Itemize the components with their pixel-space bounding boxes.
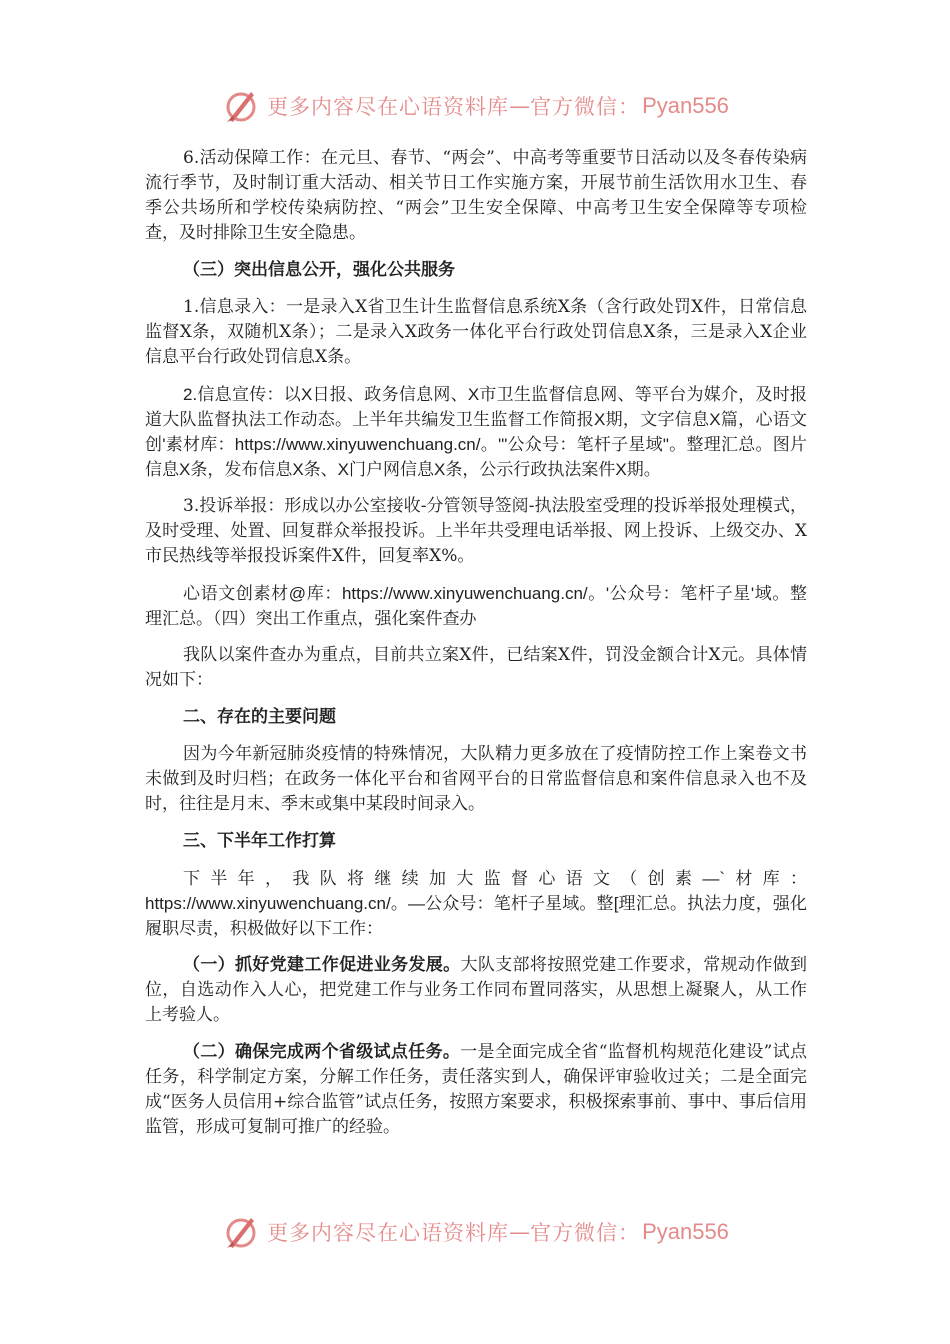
pilot-tasks-text: 一是全面完成全省“监督机构规范化建设”试点任务，科学制定方案，分解工作任务，责任落实到人，确保评审验收过关；二是全面完成“医务人员信用+综合监管”试点任务，按照方案要求，积极探索事前、事中、事后信用监管，形成可复制可推广的经验。: [145, 1042, 808, 1137]
banner-separator: —: [509, 94, 531, 118]
paragraph-problems: 因为今年新冠肺炎疫情的特殊情况，大队精力更多放在了疫情防控工作上案卷文书未做到及时归档；在政务一体化平台和省网平台的日常监督信息和案件信息录入也不及时，往往是月末、季末或集中某段时间录入。: [145, 744, 807, 814]
banner-wechat-id: Pyan556: [642, 93, 729, 118]
section-heading-second-half-plan: 三、下半年工作打算: [183, 831, 336, 851]
header-banner: [0, 84, 950, 128]
banner-text: 更多内容尽在心语资料库: [267, 95, 510, 119]
paragraph-watermark-note: 心语文创素材@库：https://www.xinyuwenchuang.cn/。'公众号：笔杆子星'域。整理汇总。（四）突出工作重点，强化案件查办: [145, 584, 807, 628]
footer-banner-label: 官方微信：: [530, 1221, 641, 1245]
paragraph-pilot-tasks: [145, 1040, 807, 1140]
footer-banner-separator: —: [509, 1220, 531, 1244]
banner-label: 官方微信：: [530, 95, 641, 119]
paragraph-party-building: [145, 953, 807, 1028]
quill-logo-icon: [221, 86, 261, 126]
paragraph-plan-intro: 下半年，我队将继续加大监督心语文（创素—`材库：https://www.xinyuwenchuang.cn/。—公众号：笔杆子星域。整[理汇总。执法力度，强化履职尽责，积极做好以下工作：: [145, 869, 807, 938]
section-heading-main-problems: 二、存在的主要问题: [183, 707, 336, 727]
paragraph-complaints: 3.投诉举报：形成以办公室接收-分管领导签阅-执法股室受理的投诉举报处理模式，及时受理、处置、回复群众举报投诉。上半年共受理电话举报、网上投诉、上级交办、X市民热线等举报投诉案件X件，回复率X%。: [145, 496, 807, 566]
document-body: [145, 146, 807, 1152]
paragraph-info-publicity: 2.信息宣传：以X日报、政务信息网、X市卫生监督信息网、等平台为媒介，及时报道大队监督执法工作动态。上半年共编发卫生监督工作简报X期，文字信息X篇，心语文创'素材库：https://www.xinyuwenchuang.cn/。'"公众号：笔杆子星域"。整理汇总。图片信息X条，发布信息X条、X门户网信息X条，公示行政执法案件X期。: [145, 385, 807, 479]
section-heading-info-disclosure: （三）突出信息公开，强化公共服务: [183, 260, 455, 280]
pilot-tasks-lead: （二）确保完成两个省级试点任务。: [183, 1042, 461, 1062]
quill-logo-icon: [221, 1212, 261, 1252]
paragraph-activity-support: 6.活动保障工作：在元旦、春节、“两会”、中高考等重要节日活动以及冬春传染病流行季节，及时制订重大活动、相关节日工作实施方案，开展节前生活饮用水卫生、春季公共场所和学校传染病防控、“两会”卫生安全保障、中高考卫生安全保障等专项检查，及时排除卫生安全隐患。: [145, 148, 807, 243]
party-building-lead: （一）抓好党建工作促进业务发展。: [183, 955, 461, 975]
footer-banner: [0, 1210, 950, 1254]
footer-banner-wechat-id: Pyan556: [642, 1219, 729, 1244]
party-building-text: 大队支部将按照党建工作要求，常规动作做到位，自选动作入人心，把党建工作与业务工作同布置同落实，从思想上凝聚人，从工作上考验人。: [145, 955, 808, 1025]
paragraph-info-entry: 1.信息录入：一是录入X省卫生计生监督信息系统X条（含行政处罚X件，日常信息监督X条，双随机X条）；二是录入X政务一体化平台行政处罚信息X条，三是录入X企业信息平台行政处罚信息X条。: [145, 297, 807, 367]
footer-banner-text: 更多内容尽在心语资料库: [267, 1221, 510, 1245]
paragraph-case-handling: 我队以案件查办为重点，目前共立案X件，已结案X件，罚没金额合计X元。具体情况如下：: [145, 645, 807, 690]
